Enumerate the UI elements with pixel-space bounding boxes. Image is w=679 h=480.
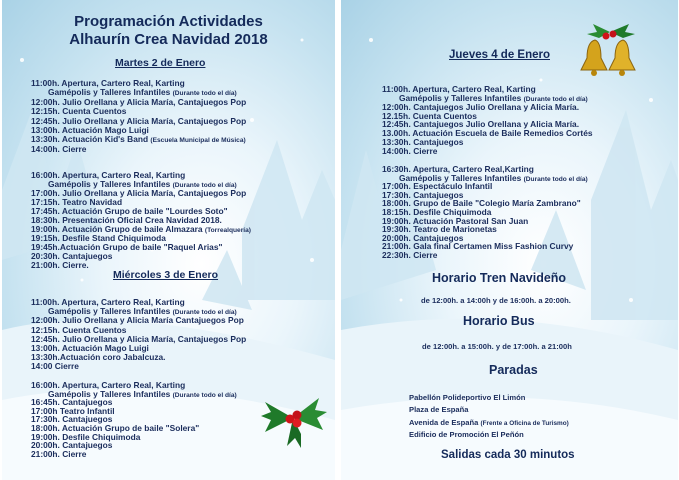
item-text: 13:30h. Cantajuegos <box>382 137 464 148</box>
page-subtitle: Alhaurín Crea Navidad 2018 <box>69 31 268 48</box>
item-note: (Durante todo el día) <box>172 181 237 189</box>
item-text: 13.00h. Actuación Escuela de Baile Remedios Cortés <box>382 128 593 139</box>
item-text: 16:00h. Apertura, Cartero Real, Karting <box>31 170 186 180</box>
item-text: 20:00h. Cantajuegos <box>382 232 464 243</box>
item-text: 13:00h. Actuación Mago Luigi <box>31 343 149 353</box>
item-note: (Durante todo el día) <box>523 95 588 103</box>
item-text: 16:00h. Apertura, Cartero Real, Karting <box>31 380 186 390</box>
item-note: (Torrealquería) <box>204 226 251 234</box>
item-text: Gamépolis y Talleres Infantiles <box>399 92 524 103</box>
item-text: 12:00h. Cantajuegos Julio Orellana y Alicia María. <box>382 101 580 112</box>
item-text: 18:30h. Presentación Oficial Crea Navidad 2018. <box>31 214 222 225</box>
item-text: 14:00h. Cierre <box>31 143 87 154</box>
item-text: 17:15h. Teatro Navidad <box>31 196 123 207</box>
stop-item <box>409 393 525 402</box>
item-text: Gamépolis y Talleres Infantiles <box>399 172 524 183</box>
bells-icon <box>573 22 647 82</box>
item-text: 12:45h. Julio Orellana y Alicia María, Cantajuegos Pop <box>31 333 247 344</box>
right-page <box>341 0 678 480</box>
item-text: 21:00h. Cierre. <box>31 259 89 270</box>
item-text: 12:15h. Cuenta Cuentos <box>31 324 127 335</box>
stop-item <box>409 418 569 427</box>
item-text: 12.15h. Cuenta Cuentos <box>382 110 477 121</box>
item-text: 18:00h. Grupo de Baile "Colegio María Zambrano" <box>382 198 581 209</box>
bus-times: de 12:00h. a 15:00h. y de 17:00h. a 21:00h <box>422 342 572 351</box>
item-note: (Durante todo el día) <box>172 391 237 399</box>
item-text: 12:45h. Cantajuegos Julio Orellana y Alicia María. <box>382 119 580 130</box>
schedule-item <box>31 449 86 460</box>
item-text: 14:00h. Cierre <box>382 145 438 156</box>
item-text: 21:00h. Cierre <box>31 448 87 459</box>
stop-item <box>409 430 524 439</box>
item-text: 12:00h. Julio Orellana y Alicia María Cantajuegos Pop <box>31 315 244 326</box>
item-text: 17:00h Teatro Infantil <box>31 405 115 416</box>
item-text: 22:30h. Cierre <box>382 250 438 260</box>
item-text: 11:00h. Apertura, Cartero Real, Karting <box>382 84 536 94</box>
item-text: Gamépolis y Talleres Infantiles <box>48 87 173 98</box>
tren-heading: Horario Tren Navideño <box>432 271 567 285</box>
item-note: (Escuela Municipal de Música) <box>150 137 246 145</box>
item-text: 17:00h. Espectáculo Infantil <box>382 181 493 192</box>
tren-times: de 12:00h. a 14:00h y de 16:00h. a 20:00h. <box>421 296 571 305</box>
holly-icon <box>257 388 329 450</box>
schedule-item <box>382 250 437 261</box>
item-text: 19:00h. Actuación Grupo de baile Almazara <box>31 223 205 234</box>
salidas-text: Salidas cada 30 minutos <box>441 449 575 461</box>
item-text: 12:45h. Julio Orellana y Alicia María, Cantajuegos Pop <box>31 115 247 126</box>
item-text: 16:45h. Cantajuegos <box>31 397 113 408</box>
day-heading-martes: Martes 2 de Enero <box>115 57 206 69</box>
item-text: 18:15h. Desfile Chiquimoda <box>382 207 492 217</box>
item-text: 21:00h. Gala final Certamen Miss Fashion Curvy <box>382 241 574 252</box>
item-text: 19:30h. Teatro de Marionetas <box>382 224 497 235</box>
item-note: (Durante todo el día) <box>172 309 237 317</box>
day-heading-jueves: Jueves 4 de Enero <box>449 49 550 61</box>
schedule-item <box>31 361 79 372</box>
item-text: 19:15h. Desfile Stand Chiquimoda <box>31 232 166 243</box>
item-text: 13:00h. Actuación Mago Luigi <box>31 125 149 135</box>
item-text: Avenida de España <box>409 417 481 427</box>
item-text: Pabellón Polideportivo El Limón <box>409 393 526 402</box>
item-note: (Durante todo el día) <box>523 175 588 183</box>
schedule-item <box>31 144 86 155</box>
item-text: Gamépolis y Talleres Infantiles <box>48 178 173 189</box>
item-text: 11:00h. Apertura, Cartero Real, Karting <box>31 78 185 88</box>
schedule-item <box>31 260 89 271</box>
stop-item <box>409 405 469 414</box>
left-page <box>2 0 335 480</box>
item-text: Gamépolis y Talleres Infantiles <box>48 306 173 317</box>
item-text: 11:00h. Apertura, Cartero Real, Karting <box>31 297 185 307</box>
bus-heading: Horario Bus <box>463 314 535 328</box>
item-text: 17:45h. Actuación Grupo de baile "Lourdes Soto" <box>31 205 228 216</box>
item-text: 13:30h. Actuación Kid's Band <box>31 134 151 145</box>
item-text: 18:00h. Actuación Grupo de baile "Solera" <box>31 423 200 433</box>
schedule-item <box>382 146 437 157</box>
item-text: 13:30h.Actuación coro Jabalcuza. <box>31 352 166 363</box>
item-text: 20:30h. Cantajuegos <box>31 250 113 261</box>
item-text: 17:30h. Cantajuegos <box>31 414 113 425</box>
item-text: Gamépolis y Talleres Infantiles <box>48 388 173 399</box>
item-text: 19:45h.Actuación Grupo de baile "Raquel Arias" <box>31 241 223 252</box>
paradas-heading: Paradas <box>489 363 538 377</box>
item-text: 19:00h. Actuación Pastoral San Juan <box>382 215 529 226</box>
item-text: 19:00h. Desfile Chiquimoda <box>31 431 141 442</box>
item-text: Plaza de España <box>409 405 469 415</box>
item-text: 12:15h. Cuenta Cuentos <box>31 106 127 117</box>
item-text: 17:00h. Julio Orellana y Alicia María, Cantajuegos Pop <box>31 187 247 198</box>
item-note: (Durante todo el día) <box>172 90 237 98</box>
day-heading-miercoles: Miércoles 3 de Enero <box>113 269 219 281</box>
item-text: 16:30h. Apertura, Cartero Real,Karting <box>382 164 534 174</box>
page-title: Programación Actividades <box>74 13 263 30</box>
item-text: Edificio de Promoción El Peñón <box>409 429 524 439</box>
item-text: 14:00 Cierre <box>31 361 79 372</box>
item-text: 12:00h. Julio Orellana y Alicia María, Cantajuegos Pop <box>31 96 247 107</box>
item-text: 20:00h. Cantajuegos <box>31 440 113 451</box>
item-text: 17:30h. Cantajuegos <box>382 189 464 200</box>
item-note: (Frente a Oficina de Turismo) <box>480 419 569 427</box>
